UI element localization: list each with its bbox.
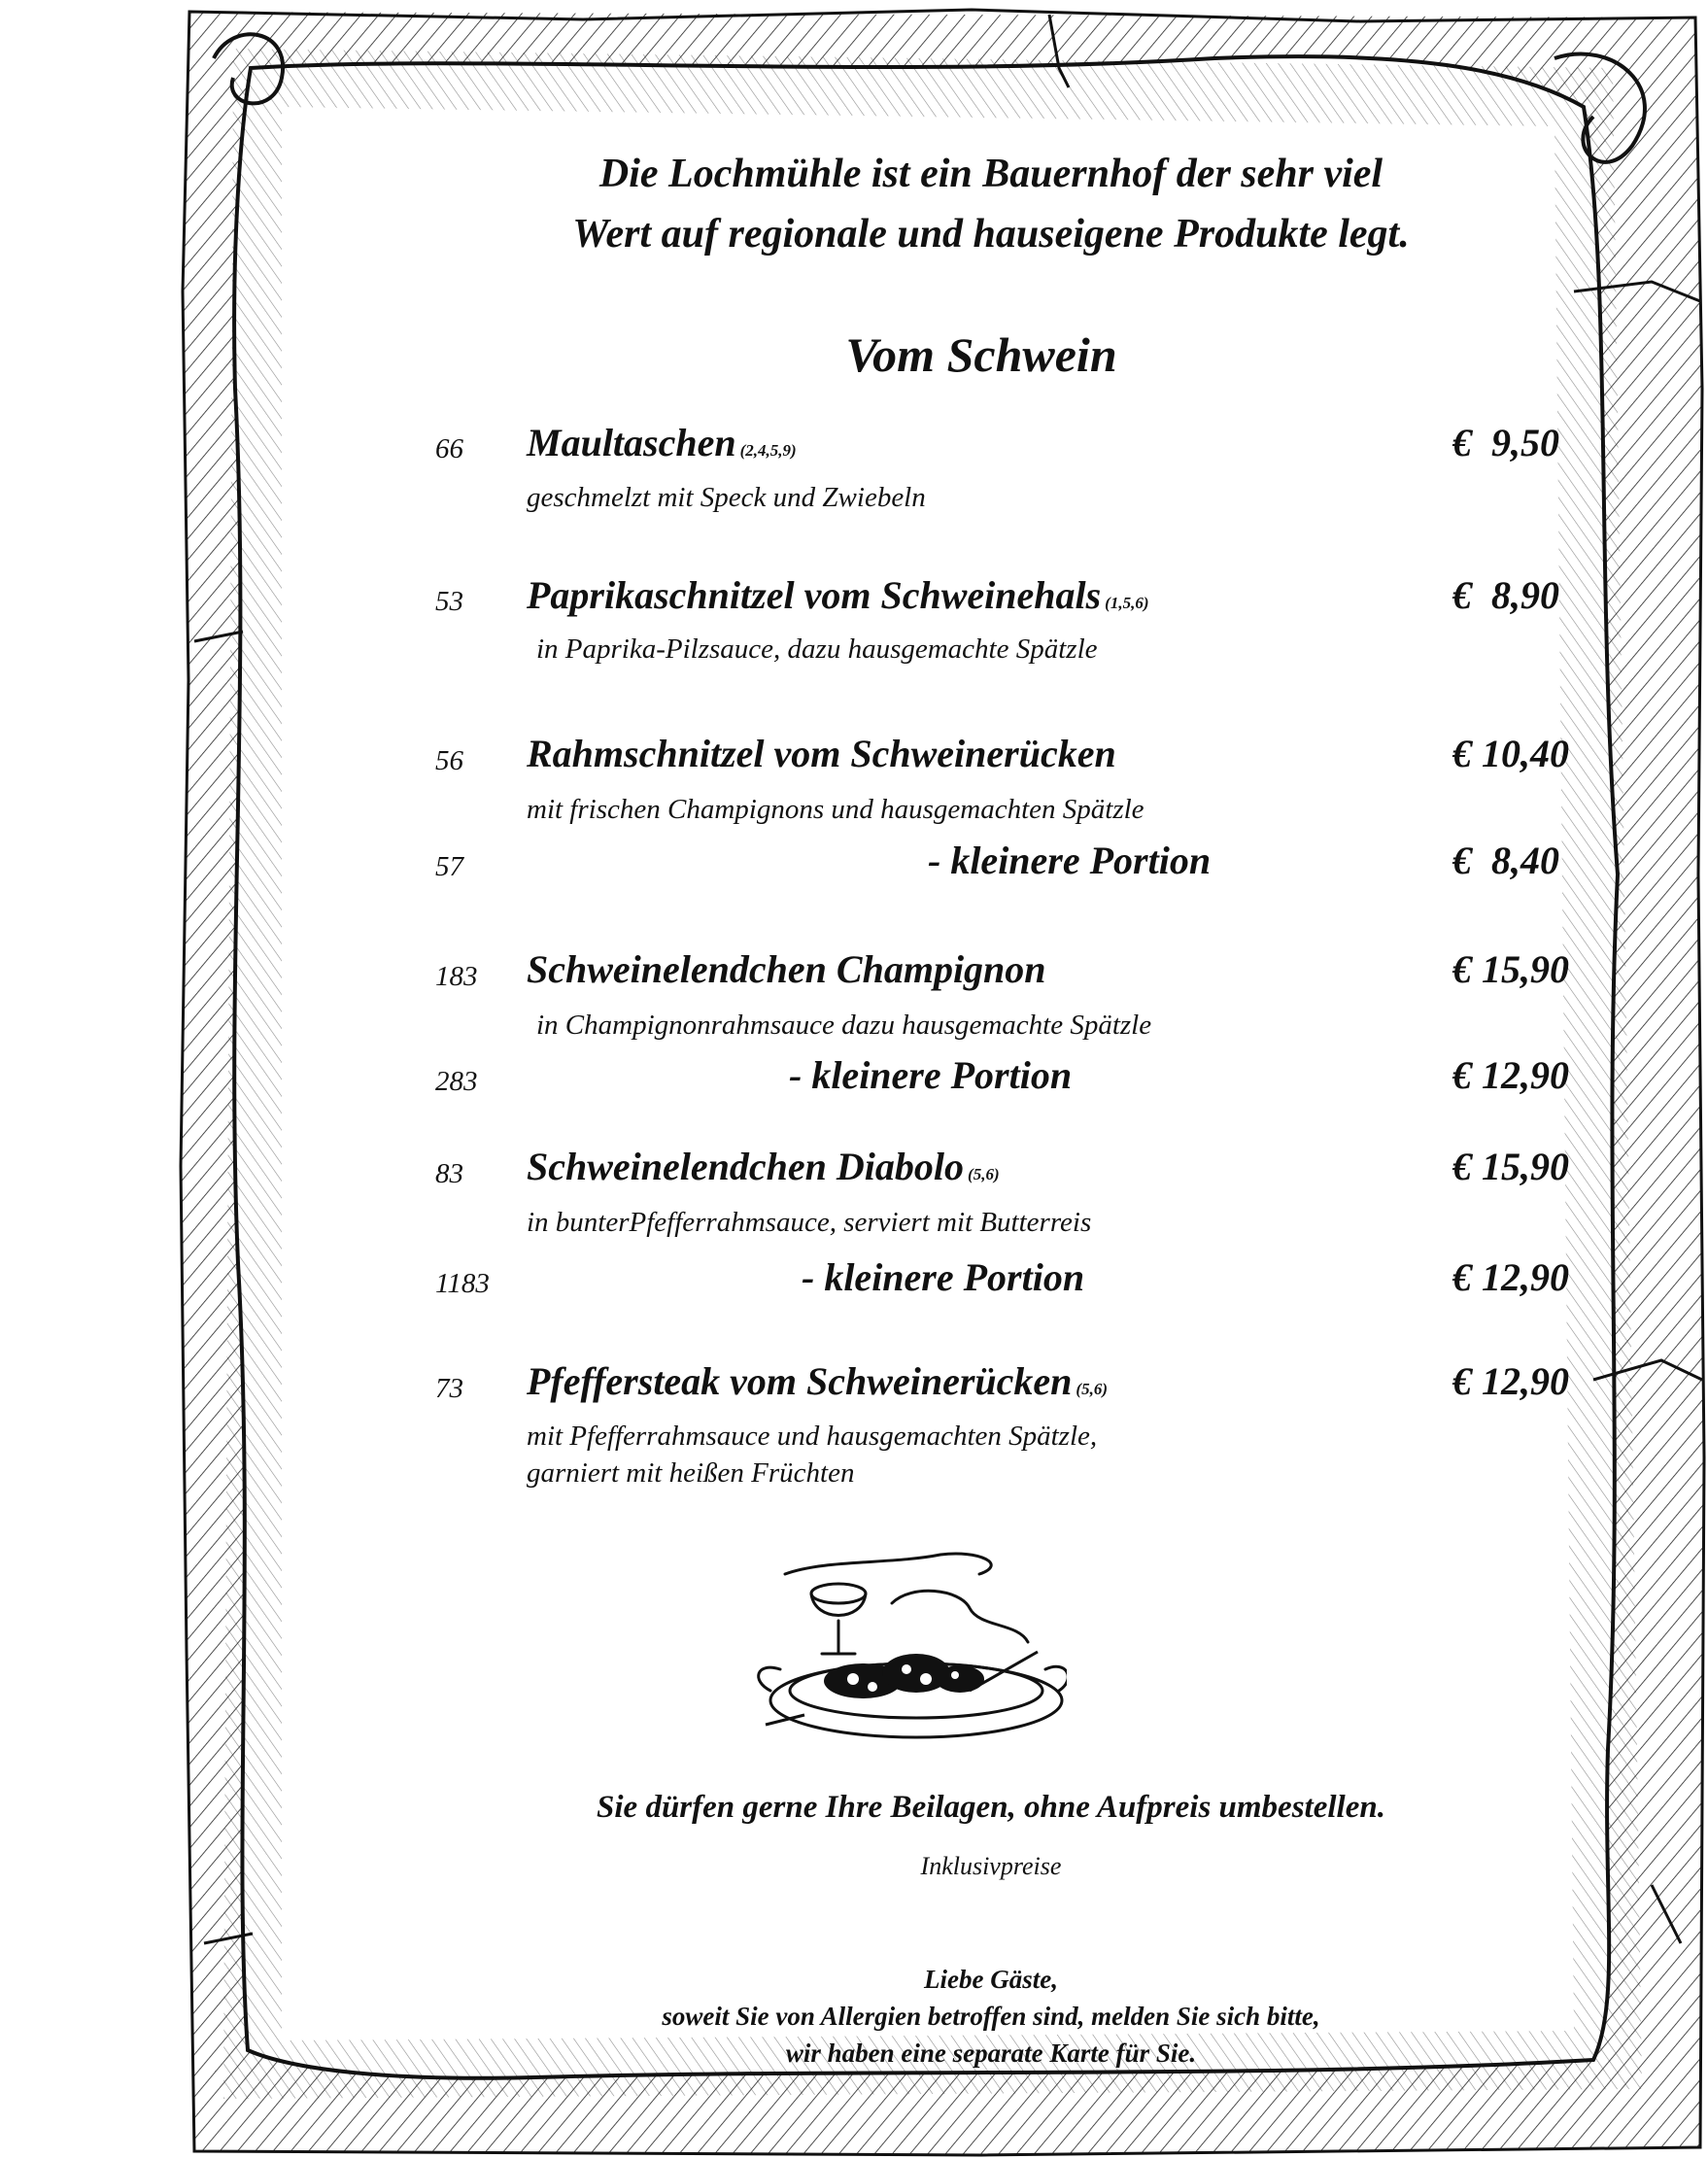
section-title: Vom Schwein: [845, 327, 1117, 382]
item-number: 183: [435, 961, 478, 992]
item-name: [527, 572, 1149, 618]
intro-line-2: Wert auf regionale und hauseigene Produkte legt.: [572, 212, 1410, 257]
small-portion-label: - kleinere Portion: [789, 1053, 1073, 1097]
item-name-text: Schweinelendchen Diabolo: [527, 1145, 965, 1188]
small-portion-price: € 12,90: [1452, 1255, 1569, 1299]
item-number: 83: [435, 1158, 463, 1189]
item-name-text: Maultaschen: [527, 421, 736, 464]
inclusive-prices-note: Inklusivpreise: [920, 1852, 1062, 1880]
item-price: € 10,40: [1452, 732, 1569, 775]
small-portion-number: 283: [435, 1066, 478, 1097]
side-dishes-note: Sie dürfen gerne Ihre Beilagen, ohne Aufpreis umbestellen.: [597, 1790, 1385, 1825]
allergy-line-2: soweit Sie von Allergien betroffen sind, melden Sie sich bitte,: [662, 2002, 1320, 2031]
small-portion-price: € 12,90: [1452, 1053, 1569, 1097]
item-name: [527, 420, 797, 465]
small-portion-number: 1183: [435, 1268, 490, 1299]
item-name-text: Rahmschnitzel vom Schweinerücken: [527, 732, 1116, 775]
allergy-line-3: wir haben eine separate Karte für Sie.: [785, 2039, 1197, 2068]
intro-line-1: Die Lochmühle ist ein Bauernhof der sehr viel: [598, 152, 1383, 196]
item-name-text: Schweinelendchen Champignon: [527, 947, 1046, 991]
item-name-text: Pfeffersteak vom Schweinerücken: [527, 1359, 1073, 1403]
item-price: € 8,90: [1452, 573, 1559, 617]
item-number: 56: [435, 745, 463, 776]
item-description: geschmelzt mit Speck und Zwiebeln: [527, 482, 926, 513]
small-portion-label: - kleinere Portion: [802, 1255, 1085, 1299]
small-portion-number: 57: [435, 851, 463, 882]
item-price: € 12,90: [1452, 1359, 1569, 1403]
item-description: in Paprika-Pilzsauce, dazu hausgemachte Spätzle: [536, 634, 1098, 665]
item-name: [527, 731, 1116, 776]
item-description: mit Pfefferrahmsauce und hausgemachten Spätzle,: [527, 1421, 1098, 1452]
item-name: [527, 1358, 1108, 1404]
allergen-codes: (5,6): [1076, 1380, 1108, 1398]
allergen-codes: (5,6): [968, 1165, 1000, 1183]
item-price: € 15,90: [1452, 1145, 1569, 1188]
allergen-codes: (1,5,6): [1105, 594, 1149, 612]
item-number: 53: [435, 586, 463, 617]
allergen-codes: (2,4,5,9): [739, 441, 797, 460]
item-description: in bunterPfefferrahmsauce, serviert mit Butterreis: [527, 1207, 1092, 1238]
item-name: [527, 1144, 1000, 1189]
item-number: 66: [435, 433, 463, 464]
item-price: € 9,50: [1452, 421, 1559, 464]
item-name-text: Paprikaschnitzel vom Schweinehals: [527, 573, 1102, 617]
item-name: [527, 946, 1046, 992]
small-portion-price: € 8,40: [1452, 839, 1559, 882]
item-description: in Champignonrahmsauce dazu hausgemachte Spätzle: [536, 1010, 1152, 1041]
small-portion-label: - kleinere Portion: [928, 839, 1212, 882]
item-number: 73: [435, 1373, 463, 1404]
item-description: garniert mit heißen Früchten: [527, 1457, 855, 1489]
item-price: € 15,90: [1452, 947, 1569, 991]
allergy-greeting: Liebe Gäste,: [924, 1965, 1058, 1994]
roast-dish-icon: [746, 1545, 1067, 1749]
item-description: mit frischen Champignons und hausgemachten Spätzle: [527, 794, 1144, 825]
